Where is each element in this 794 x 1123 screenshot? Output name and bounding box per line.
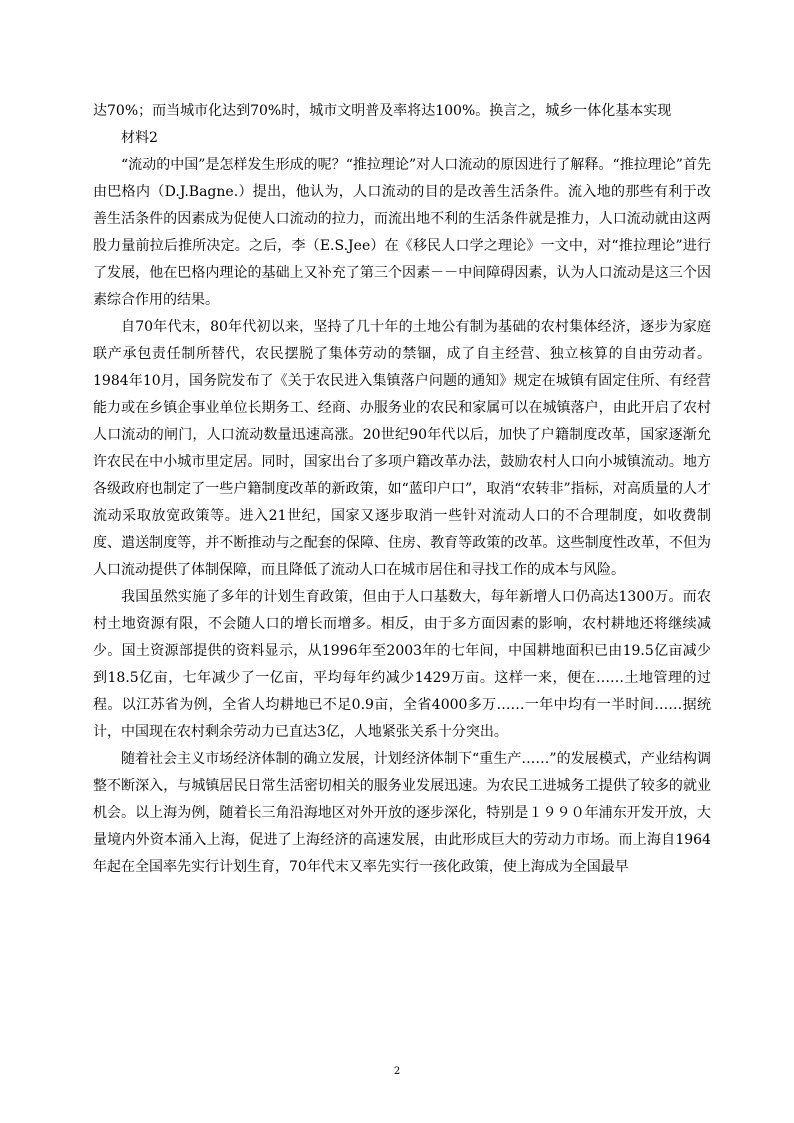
paragraph: “流动的中国”是怎样发生形成的呢？“推拉理论”对人口流动的原因进行了解释。“推拉理论”首先由巴格内（D.J.Bagne.）提出，他认为，人口流动的目的是改善生活条件。流入地的那些有利于改善生活条件的因素成为促使人口流动的拉力，而流出地不利的生活条件就是推力，人口流动就由这两股力量前拉后推所决定。之后，李（E.S.Jee）在《移民人口学之理论》一文中，对“推拉理论”进行了发展，他在巴格内理论的基础上又补充了第三个因素－－中间障碍因素，认为人口流动是这三个因素综合作用的结果。 (93, 157, 711, 308)
paragraph: 随着社会主义市场经济体制的确立发展，计划经济体制下“重生产……”的发展模式，产业结构调整不断深入，与城镇居民日常生活密切相关的服务业发展迅速。为农民工进城务工提供了较多的就业机会。以上海为例，随着长三角沿海地区对外开放的逐步深化，特别是１９９０年浦东开发开放，大量境内外资本涌入上海，促进了上海经济的高速发展，由此形成巨大的劳动力市场。而上海自1964年起在全国率先实行计划生育，70年代末又率先实行一孩化政策，使上海成为全国最早 (93, 751, 711, 875)
document-body (93, 98, 711, 881)
section-heading: 材料2 (121, 130, 158, 146)
continuation-line: 达70%；而当城市化达到70%时，城市文明普及率将达100%。换言之，城乡一体化基本实现 (93, 103, 672, 119)
paragraph: 自70年代末，80年代初以来，坚持了几十年的土地公有制为基础的农村集体经济，逐步为家庭联产承包责任制所替代，农民摆脱了集体劳动的禁锢，成了自主经营、独立核算的自由劳动者。1984年10月，国务院发布了《关于农民进入集镇落户问题的通知》规定在城镇有固定住所、有经营能力或在乡镇企事业单位长期务工、经商、办服务业的农民和家属可以在城镇落户，由此开启了农村人口流动的闸门，人口流动数量迅速高涨。20世纪90年代以后，加快了户籍制度改革，国家逐渐允许农民在中小城市里定居。同时，国家出台了多项户籍改革办法，鼓励农村人口向小城镇流动。地方各级政府也制定了一些户籍制度改革的新政策，如“蓝印户口”，取消“农转非”指标，对高质量的人才流动采取放宽政策等。进入21世纪，国家又逐步取消一些针对流动人口的不合理制度，如收费制度、遣送制度等，并不断推动与之配套的保障、住房、教育等政策的改革。这些制度性改革，不但为人口流动提供了体制保障，而且降低了流动人口在城市居住和寻找工作的成本与风险。 (93, 319, 711, 578)
page-number: 2 (393, 1066, 401, 1077)
paragraph: 我国虽然实施了多年的计划生育政策，但由于人口基数大，每年新增人口仍高达1300万。而农村土地资源有限，不会随人口的增长而增多。相反，由于多方面因素的影响，农村耕地还将继续减少。国土资源部提供的资料显示，从1996年至2003年的七年间，中国耕地面积已由19.5亿亩减少到18.5亿亩，七年减少了一亿亩，平均每年约减少1429万亩。这样一来，便在……土地管理的过程。以江苏省为例，全省人均耕地已不足0.9亩，全省4000多万……一年中均有一半时间……据统计，中国现在农村剩余劳动力已直达3亿，人地紧张关系十分突出。 (93, 589, 711, 740)
